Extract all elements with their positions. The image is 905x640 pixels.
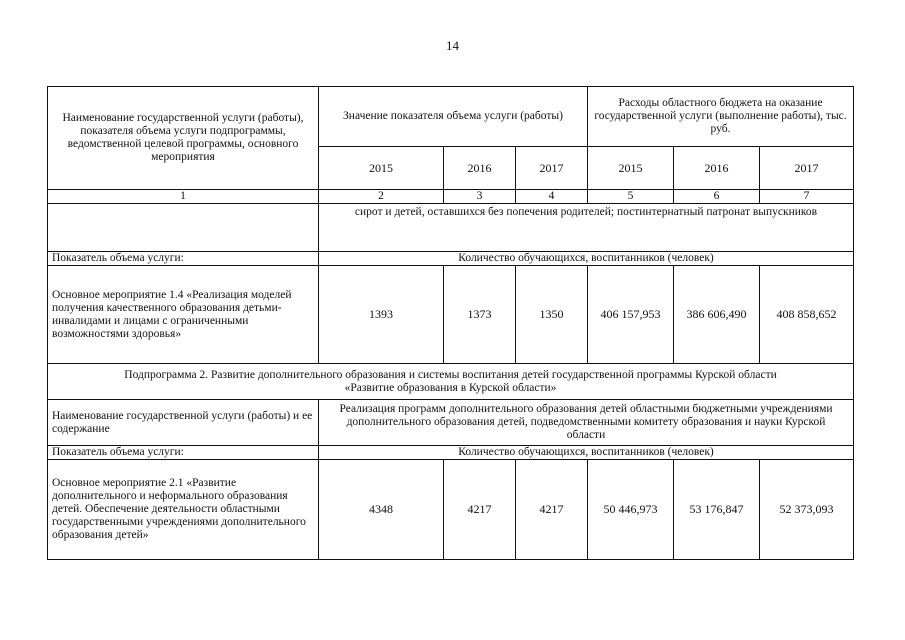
subprogram-title-row [48, 364, 854, 400]
service-row [48, 400, 854, 446]
header-name-column: Наименование государственной услуги (работы), показателя объема услуги подпрограммы, ведомственной целевой программы, основного мероприятия [48, 87, 319, 190]
measure-value: 4217 [516, 460, 588, 560]
indicator-label: Показатель объема услуги: [48, 252, 319, 266]
measure-value: 52 373,093 [760, 460, 854, 560]
column-number: 4 [516, 190, 588, 204]
year-cell: 2017 [760, 147, 854, 190]
measure-value: 4348 [319, 460, 444, 560]
column-number: 5 [588, 190, 674, 204]
year-cell: 2016 [674, 147, 760, 190]
column-number: 2 [319, 190, 444, 204]
measure-row [48, 460, 854, 560]
measure-value: 406 157,953 [588, 266, 674, 364]
budget-table [47, 86, 854, 560]
service-value: Реализация программ дополнительного образования детей областными бюджетными учреждениями дополнительного образования детей, подведомственными комитету образования и науки Курской области [319, 400, 854, 446]
indicator-row [48, 252, 854, 266]
year-cell: 2017 [516, 147, 588, 190]
measure-value: 53 176,847 [674, 460, 760, 560]
subprogram-title: Подпрограмма 2. Развитие дополнительного образования и системы воспитания детей государственной программы Курской области «Развитие образования в Курской области» [48, 364, 854, 400]
measure-value: 408 858,652 [760, 266, 854, 364]
indicator-row [48, 446, 854, 460]
column-number: 3 [444, 190, 516, 204]
page-number: 14 [446, 38, 459, 53]
measure-value: 4217 [444, 460, 516, 560]
column-number: 1 [48, 190, 319, 204]
column-number: 7 [760, 190, 854, 204]
year-cell: 2016 [444, 147, 516, 190]
continuation-row [48, 204, 854, 252]
header-row-1 [48, 87, 854, 147]
measure-name: Основное мероприятие 1.4 «Реализация моделей получения качественного образования детьми-инвалидами и лицами с ограниченными возможностями здоровья» [48, 266, 319, 364]
year-cell: 2015 [588, 147, 674, 190]
column-number: 6 [674, 190, 760, 204]
measure-value: 1373 [444, 266, 516, 364]
measure-value: 386 606,490 [674, 266, 760, 364]
measure-value: 50 446,973 [588, 460, 674, 560]
header-indicator-column: Значение показателя объема услуги (работы) [319, 87, 588, 147]
indicator-value: Количество обучающихся, воспитанников (человек) [319, 252, 854, 266]
measure-name: Основное мероприятие 2.1 «Развитие дополнительного и неформального образования детей. Обеспечение деятельности областными государственными учреждениями дополнительного образования детей» [48, 460, 319, 560]
measure-value: 1393 [319, 266, 444, 364]
column-numbers-row [48, 190, 854, 204]
indicator-value: Количество обучающихся, воспитанников (человек) [319, 446, 854, 460]
indicator-label: Показатель объема услуги: [48, 446, 319, 460]
empty-cell [48, 204, 319, 252]
header-expenses-column: Расходы областного бюджета на оказание государственной услуги (выполнение работы), тыс. руб. [588, 87, 854, 147]
measure-value: 1350 [516, 266, 588, 364]
service-label: Наименование государственной услуги (работы) и ее содержание [48, 400, 319, 446]
year-cell: 2015 [319, 147, 444, 190]
measure-row [48, 266, 854, 364]
continuation-text: сирот и детей, оставшихся без попечения родителей; постинтернатный патронат выпускников [319, 204, 854, 252]
